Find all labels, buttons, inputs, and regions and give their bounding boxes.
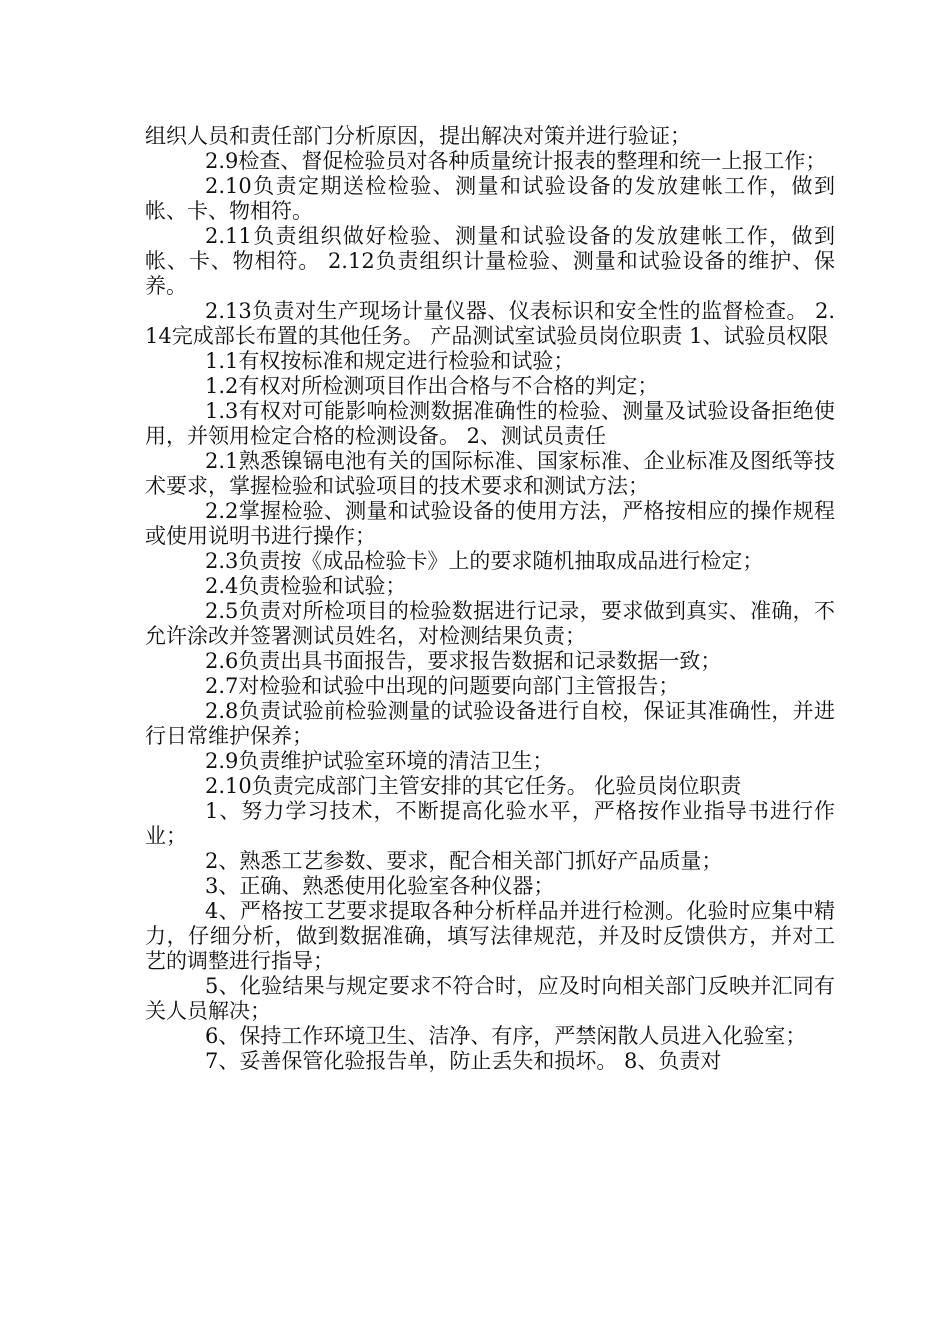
paragraph: 2.4负责检验和试验；: [205, 574, 407, 598]
paragraph: 2.9检查、督促检验员对各种质量统计报表的整理和统一上报工作；: [205, 149, 827, 173]
paragraph: 2.10负责完成部门主管安排的其它任务。 化验员岗位职责: [205, 774, 742, 798]
paragraph: 6、保持工作环境卫生、洁净、有序，严禁闲散人员进入化验室；: [205, 1024, 807, 1048]
paragraph: 2.9负责维护试验室环境的清洁卫生；: [205, 749, 554, 773]
paragraph: 1.1有权按标准和规定进行检验和试验；: [205, 349, 575, 373]
paragraph: 3、正确、熟悉使用化验室各种仪器；: [205, 874, 555, 898]
document-body: [145, 124, 835, 1074]
paragraph: 1、努力学习技术，不断提高化验水平，严格按作业指导书进行作业；: [145, 799, 835, 848]
paragraph: 1.2有权对所检测项目作出合格与不合格的判定；: [205, 374, 659, 398]
paragraph: 7、妥善保管化验报告单，防止丢失和损坏。 8、负责对: [205, 1049, 722, 1073]
paragraph: 2.11负责组织做好检验、测量和试验设备的发放建帐工作，做到帐、卡、物相符。 2.12负责组织计量检验、测量和试验设备的维护、保养。: [145, 224, 835, 298]
paragraph: 2.7对检验和试验中出现的问题要向部门主管报告；: [205, 674, 680, 698]
paragraph: 组织人员和责任部门分析原因，提出解决对策并进行验证；: [145, 124, 691, 148]
paragraph: 2.1熟悉镍镉电池有关的国际标准、国家标准、企业标准及图纸等技术要求，掌握检验和试验项目的技术要求和测试方法；: [145, 449, 835, 498]
paragraph: 2.6负责出具书面报告，要求报告数据和记录数据一致；: [205, 649, 722, 673]
paragraph: 5、化验结果与规定要求不符合时，应及时向相关部门反映并汇同有关人员解决；: [145, 974, 835, 1023]
paragraph: 2.8负责试验前检验测量的试验设备进行自校，保证其准确性，并进行日常维护保养；: [145, 699, 835, 748]
paragraph: 1.3有权对可能影响检测数据准确性的检验、测量及试验设备拒绝使用，并领用检定合格的检测设备。 2、测试员责任: [145, 399, 835, 448]
paragraph: 2.5负责对所检项目的检验数据进行记录，要求做到真实、准确，不允许涂改并签署测试员姓名，对检测结果负责；: [145, 599, 835, 648]
paragraph: 4、严格按工艺要求提取各种分析样品并进行检测。化验时应集中精力，仔细分析，做到数据准确，填写法律规范，并及时反馈供方，并对工艺的调整进行指导；: [145, 899, 835, 973]
paragraph: 2.13负责对生产现场计量仪器、仪表标识和安全性的监督检查。 2.14完成部长布置的其他任务。 产品测试室试验员岗位职责 1、试验员权限: [145, 299, 835, 348]
paragraph: 2.10负责定期送检检验、测量和试验设备的发放建帐工作，做到帐、卡、物相符。: [145, 174, 835, 223]
paragraph: 2.3负责按《成品检验卡》上的要求随机抽取成品进行检定；: [205, 549, 764, 573]
paragraph: 2.2掌握检验、测量和试验设备的使用方法，严格按相应的操作规程或使用说明书进行操作；: [145, 499, 835, 548]
paragraph: 2、熟悉工艺参数、要求，配合相关部门抓好产品质量；: [205, 849, 723, 873]
